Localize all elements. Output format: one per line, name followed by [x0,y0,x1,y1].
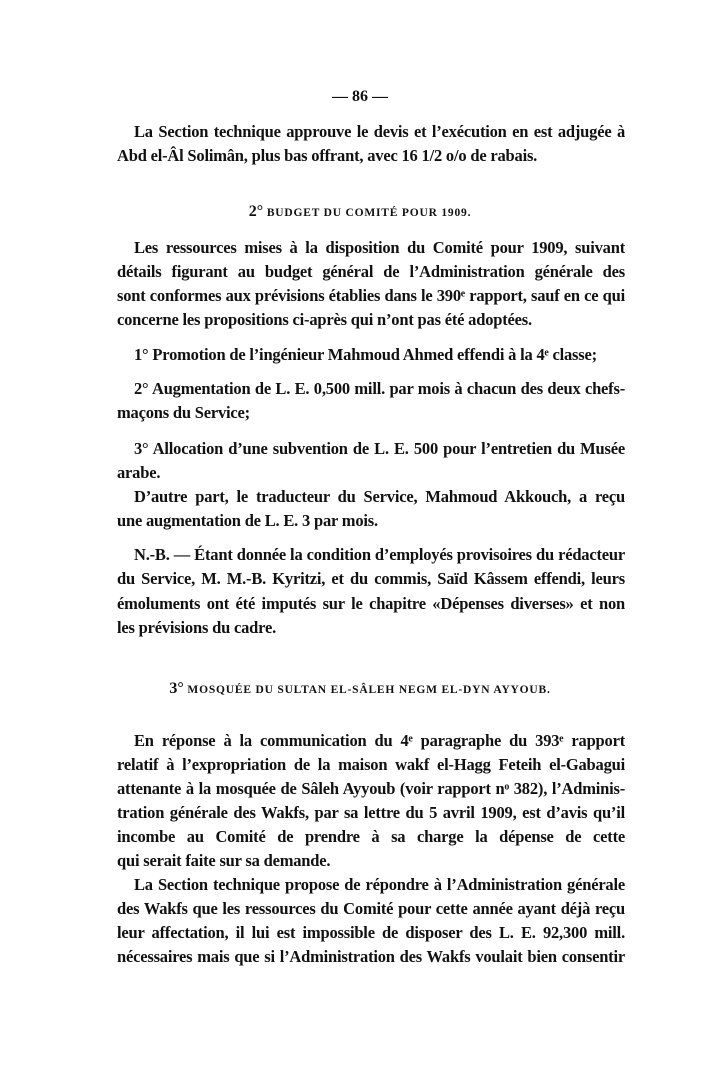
text-line: concerne les propositions ci-après qui n’ont pas été adoptées. [117,310,532,329]
text-line: arabe. [117,463,161,482]
text-line: détails figurant au budget général de l’Administration générale des [117,262,625,281]
heading-number: 3° [169,680,184,697]
text-line: La Section technique approuve le devis et l’exécution en est adjugée à [134,122,625,141]
text-line: les prévisions du cadre. [117,618,276,637]
page-number: — 86 — [332,88,388,105]
text-line: 1° Promotion de l’ingénieur Mahmoud Ahmed effendi à la 4ᵉ classe; [134,345,597,364]
section-heading-mosque [0,680,720,698]
text-line: 3° Allocation d’une subvention de L. E. 500 pour l’entretien du Musée [134,439,625,458]
text-line: relatif à l’expropriation de la maison wakf el-Hagg Feteih el-Gabagui [117,755,625,774]
text-line: attenante à la mosquée de Sâleh Ayyoub (voir rapport nᵒ 382), l’Adminis- [117,779,625,798]
text-line: des Wakfs que les ressources du Comité pour cette année ayant déjà reçu [117,899,625,918]
heading-text: BUDGET DU COMITÉ POUR 1909. [266,207,472,219]
text-line: En réponse à la communication du 4ᵉ paragraphe du 393ᵉ rapport [134,731,625,750]
text-line: 2° Augmentation de L. E. 0,500 mill. par mois à chacun des deux chefs- [134,379,625,398]
text-line: D’autre part, le traducteur du Service, Mahmoud Akkouch, a reçu [134,487,625,506]
text-line: tration générale des Wakfs, par sa lettre du 5 avril 1909, est d’avis qu’il [117,803,625,822]
text-line: qui serait faite sur sa demande. [117,851,331,870]
text-line: Abd el-Âl Solimân, plus bas offrant, avec 16 1/2 o/o de rabais. [117,146,538,165]
heading-text: MOSQUÉE DU SULTAN EL-SÂLEH NEGM EL-DYN AYYOUB. [187,684,551,696]
text-line: du Service, M. M.-B. Kyritzi, et du commis, Saïd Kâssem effendi, leurs [117,569,625,588]
text-line: maçons du Service; [117,403,250,422]
text-line: incombe au Comité de prendre à sa charge la dépense de cette [117,827,625,846]
heading-number: 2° [248,203,264,220]
text-line: nécessaires mais que si l’Administration des Wakfs voulait bien consentir [117,947,625,966]
text-line: une augmentation de L. E. 3 par mois. [117,511,378,530]
text-line: La Section technique propose de répondre à l’Administration générale [134,875,625,894]
text-line: leur affectation, il lui est impossible de disposer des L. E. 92,300 mill. [117,923,625,942]
section-heading-budget [0,203,720,221]
text-line: émoluments ont été imputés sur le chapitre «Dépenses diverses» et non [117,594,625,613]
text-line: Les ressources mises à la disposition du Comité pour 1909, suivant [134,238,625,257]
text-line: sont conformes aux prévisions établies dans le 390ᵉ rapport, sauf en ce qui [117,286,625,305]
text-line: N.-B. — Étant donnée la condition d’employés provisoires du rédacteur [134,545,625,564]
